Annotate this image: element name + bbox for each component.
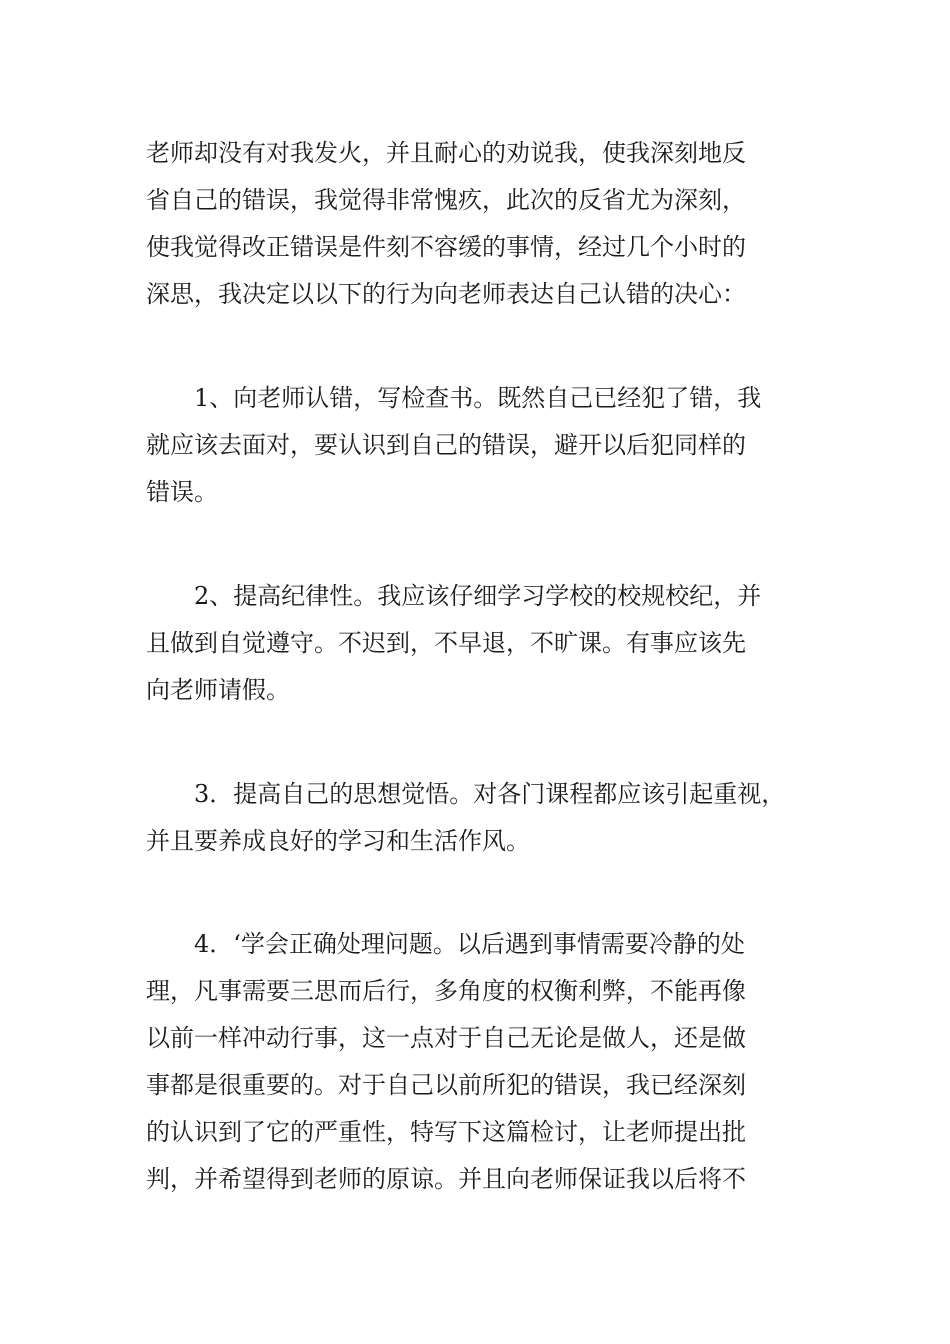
- paragraph-3-line-3: 向老师请假。: [146, 676, 290, 704]
- paragraph-2-line-2: 就应该去面对，要认识到自己的错误，避开以后犯同样的: [146, 431, 746, 459]
- paragraph-4-line-1: 3．提高自己的思想觉悟。对各门课程都应该引起重视，: [194, 780, 786, 808]
- paragraph-1-line-3: 使我觉得改正错误是件刻不容缓的事情，经过几个小时的: [146, 233, 746, 261]
- paragraph-5-line-5: 的认识到了它的严重性，特写下这篇检讨，让老师提出批: [146, 1118, 746, 1146]
- paragraph-1-line-4: 深思，我决定以以下的行为向老师表达自己认错的决心：: [146, 280, 746, 308]
- paragraph-5-line-2: 理，凡事需要三思而后行，多角度的权衡利弊，不能再像: [146, 977, 746, 1005]
- paragraph-3-line-2: 且做到自觉遵守。不迟到，不早退，不旷课。有事应该先: [146, 629, 746, 657]
- paragraph-5-line-4: 事都是很重要的。对于自己以前所犯的错误，我已经深刻: [146, 1071, 746, 1099]
- paragraph-2-line-1: 1、向老师认错，写检查书。既然自己已经犯了错，我: [194, 384, 762, 412]
- paragraph-5-line-1: 4．‘学会正确处理问题。以后遇到事情需要冷静的处: [194, 930, 745, 958]
- paragraph-3-line-1: 2、提高纪律性。我应该仔细学习学校的校规校纪，并: [194, 582, 762, 610]
- paragraph-4-line-2: 并且要养成良好的学习和生活作风。: [146, 827, 530, 855]
- paragraph-5-line-3: 以前一样冲动行事，这一点对于自己无论是做人，还是做: [146, 1024, 746, 1052]
- paragraph-1-line-1: 老师却没有对我发火，并且耐心的劝说我，使我深刻地反: [146, 139, 746, 167]
- paragraph-5-line-6: 判，并希望得到老师的原谅。并且向老师保证我以后将不: [146, 1165, 746, 1193]
- paragraph-2-line-3: 错误。: [146, 478, 218, 506]
- paragraph-1-line-2: 省自己的错误，我觉得非常愧疚，此次的反省尤为深刻，: [146, 186, 746, 214]
